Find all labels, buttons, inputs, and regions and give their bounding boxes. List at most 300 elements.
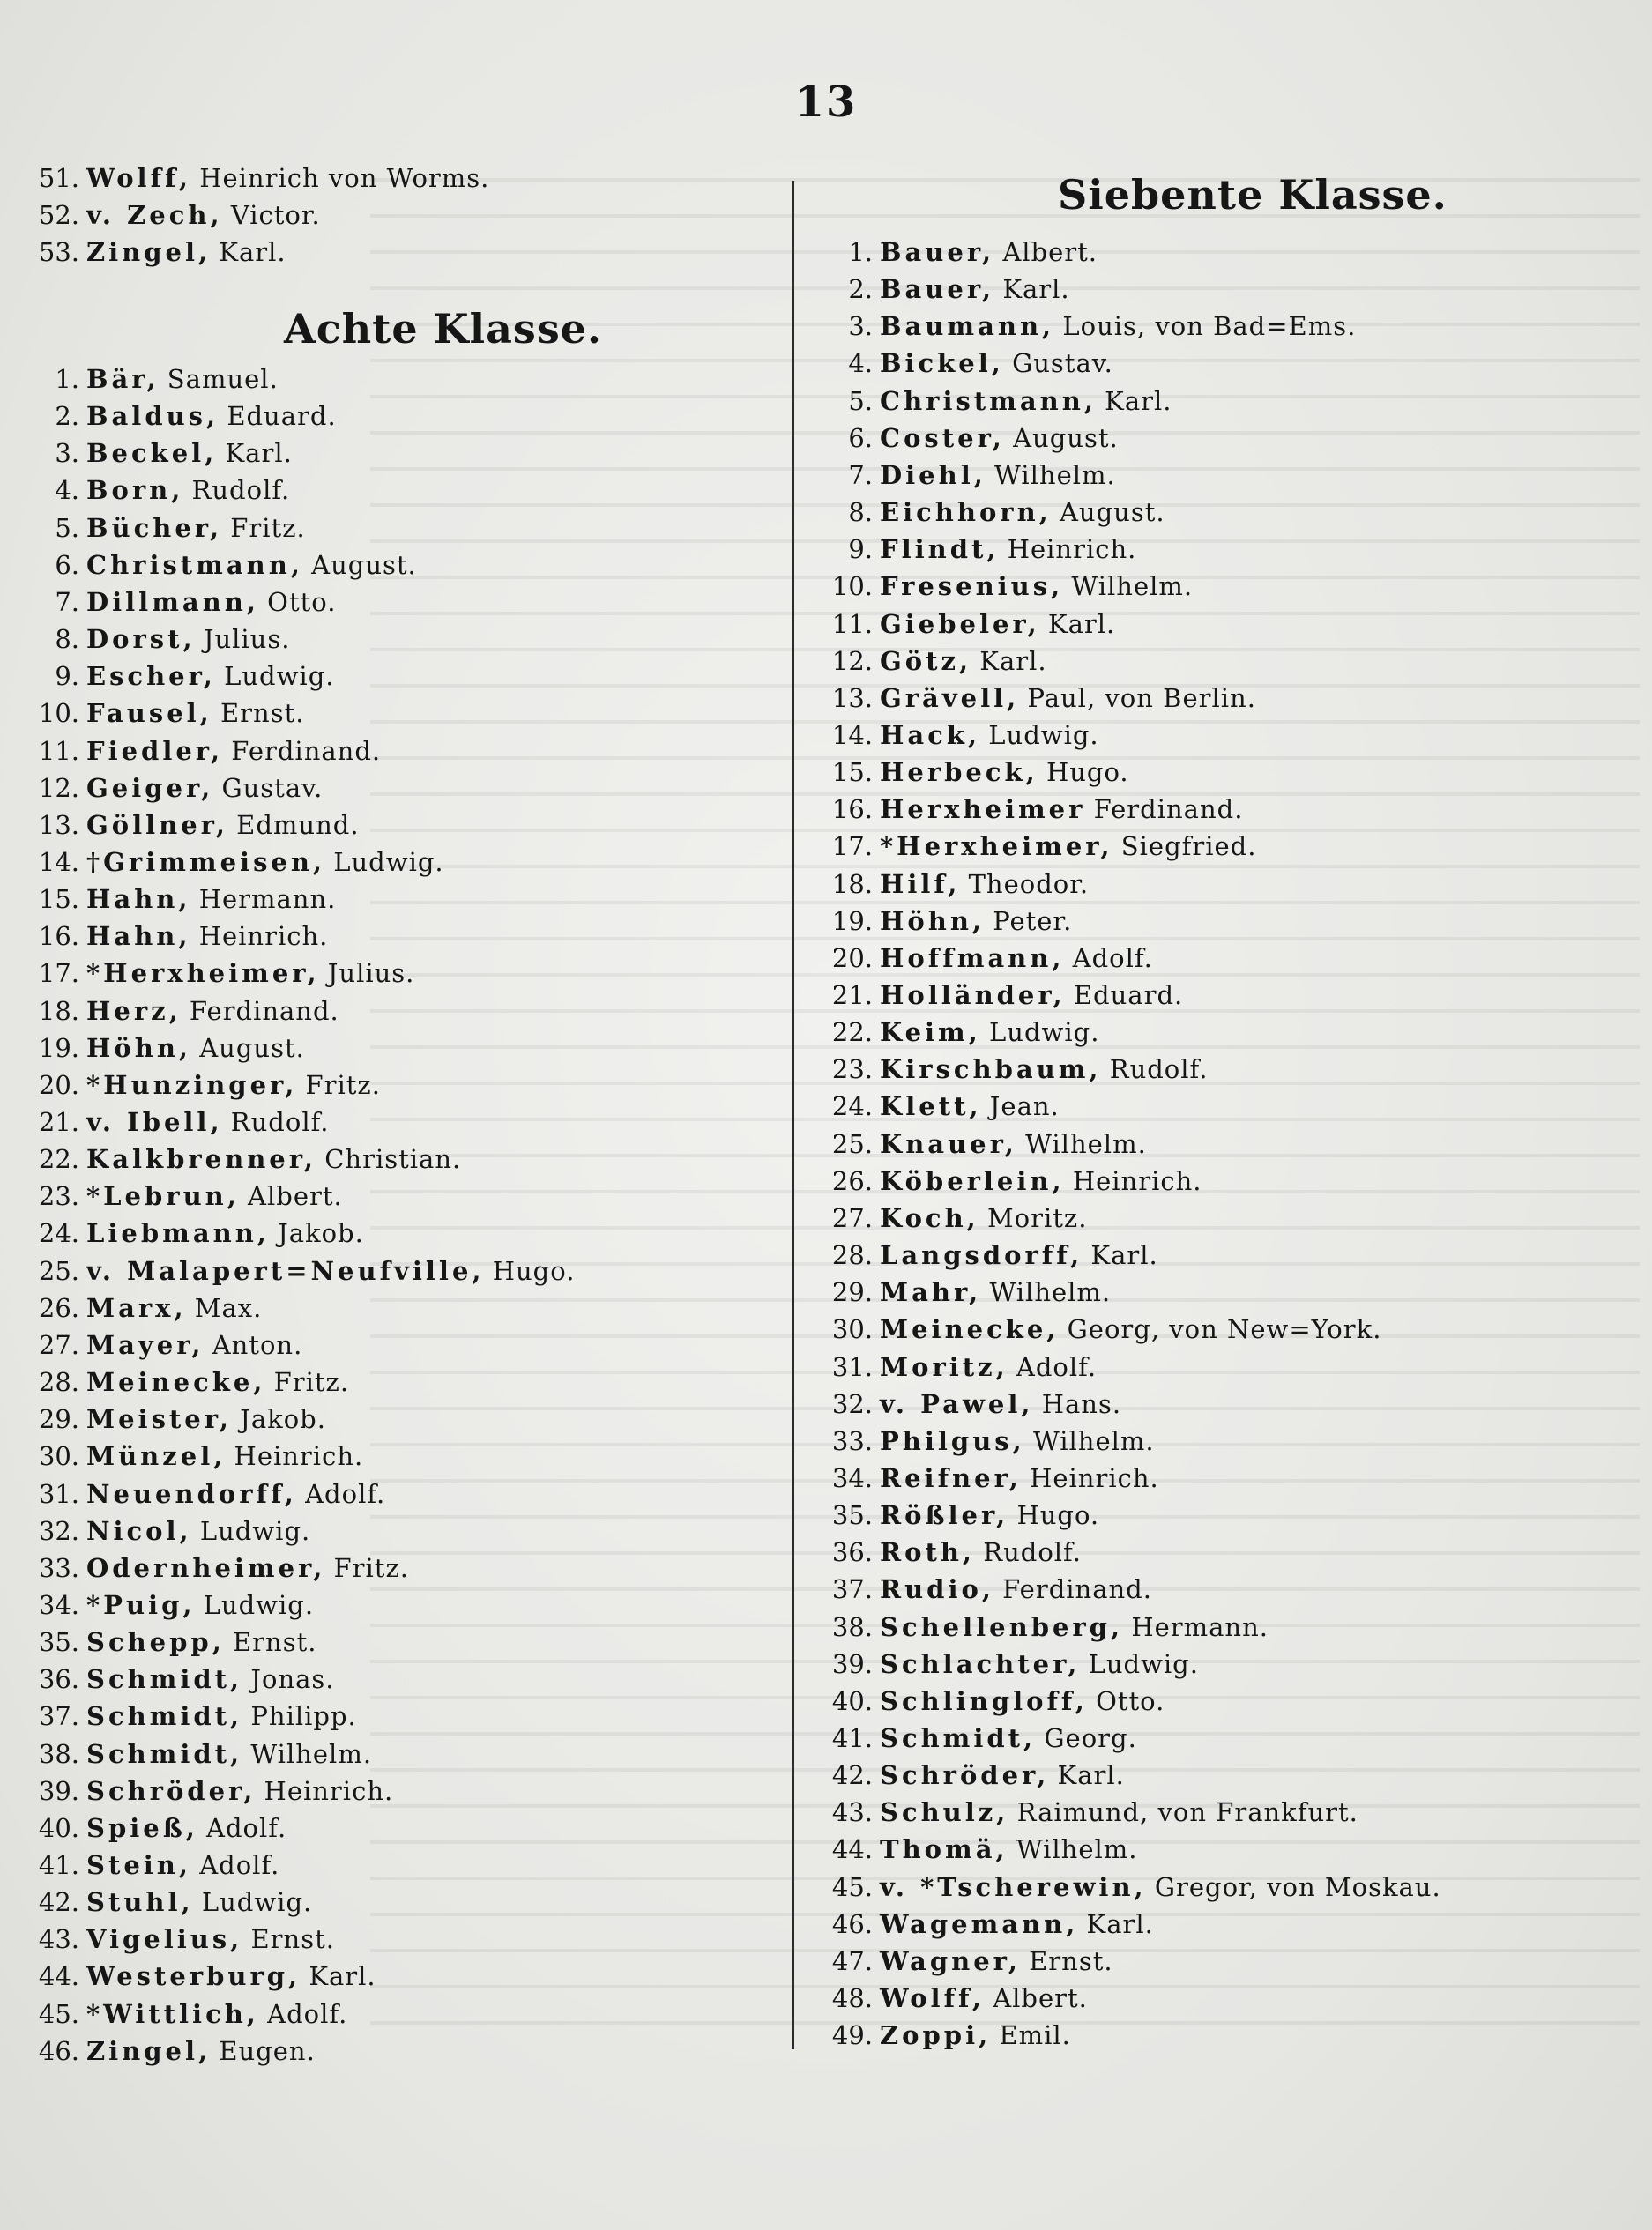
entry-number: 38. xyxy=(831,1611,873,1642)
entry-surname: Schepp, xyxy=(86,1627,225,1658)
siebente-klasse-heading: Siebente Klasse. xyxy=(1058,171,1447,219)
list-item xyxy=(0,1104,330,1140)
entry-surname: v. Pawel, xyxy=(880,1388,1034,1419)
entry-given-name: Karl. xyxy=(979,645,1047,676)
entry-number: 19. xyxy=(38,1032,79,1063)
entry-surname: Dillmann, xyxy=(86,586,259,617)
list-item xyxy=(811,1312,1381,1347)
entry-given-name: Christian. xyxy=(324,1144,462,1175)
list-item xyxy=(811,1684,1165,1719)
entry-given-name: Max. xyxy=(194,1292,263,1323)
entry-given-name: Karl. xyxy=(219,237,286,267)
entry-number: 16. xyxy=(38,921,79,952)
entry-number: 41. xyxy=(38,1850,79,1880)
entry-given-name: Theodor. xyxy=(968,868,1090,899)
entry-number: 2. xyxy=(848,274,873,305)
entry-surname: Westerburg, xyxy=(86,1961,301,1992)
entry-given-name: Adolf. xyxy=(1016,1351,1098,1382)
list-item xyxy=(0,918,328,954)
list-item xyxy=(0,807,360,843)
entry-given-name: Adolf. xyxy=(305,1478,386,1509)
entry-number: 51. xyxy=(38,163,79,193)
entry-number: 8. xyxy=(55,624,79,655)
list-item xyxy=(811,1498,1099,1533)
entry-number: 46. xyxy=(38,2035,79,2066)
entry-number: 10. xyxy=(831,571,873,602)
entry-surname: Fausel, xyxy=(86,698,212,729)
entry-surname: Wolff, xyxy=(880,1983,985,2014)
entry-surname: Meinecke, xyxy=(880,1314,1060,1345)
entry-number: 36. xyxy=(831,1537,873,1568)
list-item xyxy=(811,1052,1208,1087)
entry-given-name: Gustav. xyxy=(221,772,324,803)
entry-surname: Langsdorff, xyxy=(880,1240,1083,1271)
list-item xyxy=(0,1067,381,1103)
list-item xyxy=(0,695,304,731)
entry-given-name: Julius. xyxy=(203,624,291,655)
entry-number: 2. xyxy=(55,401,79,432)
list-item xyxy=(811,420,1119,456)
list-item xyxy=(0,770,323,806)
entry-given-name: Fritz. xyxy=(273,1367,350,1398)
entry-number: 15. xyxy=(38,884,79,915)
entry-number: 17. xyxy=(38,958,79,989)
entry-surname: Reifner, xyxy=(880,1462,1022,1493)
entry-given-name: Hugo. xyxy=(1016,1500,1100,1531)
entry-given-name: Eugen. xyxy=(219,2035,316,2066)
list-item xyxy=(811,1423,1155,1459)
list-item xyxy=(811,457,1116,493)
entry-surname: Rudio, xyxy=(880,1574,994,1605)
entry-given-name: Wilhelm. xyxy=(1071,571,1194,602)
list-item xyxy=(0,160,489,196)
entry-surname: Baldus, xyxy=(86,401,220,432)
entry-number: 42. xyxy=(831,1760,873,1791)
entry-number: 52. xyxy=(38,200,79,230)
entry-surname: Herz, xyxy=(86,995,182,1026)
entry-number: 34. xyxy=(38,1589,79,1620)
list-item xyxy=(811,1981,1088,2016)
list-item xyxy=(811,1795,1358,1830)
entry-given-name: Adolf. xyxy=(206,1812,287,1843)
entry-surname: Liebmann, xyxy=(86,1218,270,1249)
entry-given-name: Moritz. xyxy=(986,1202,1088,1233)
entry-surname: *Wittlich, xyxy=(86,1998,259,2029)
entry-given-name: Wilhelm. xyxy=(1025,1128,1147,1159)
entry-given-name: Rudolf. xyxy=(230,1107,330,1137)
entry-number: 11. xyxy=(38,735,79,766)
entry-number: 5. xyxy=(848,385,873,416)
entry-given-name: Eduard. xyxy=(227,401,337,432)
entry-given-name: Fritz. xyxy=(333,1552,409,1583)
list-item xyxy=(811,1572,1152,1607)
entry-given-name: Wilhelm. xyxy=(250,1738,373,1769)
entry-surname: Wagemann, xyxy=(880,1908,1079,1939)
entry-number: 1. xyxy=(848,237,873,267)
list-item xyxy=(811,569,1193,604)
entry-given-name: Hugo. xyxy=(1046,757,1129,788)
entry-number: 27. xyxy=(38,1329,79,1360)
list-item xyxy=(0,2033,316,2069)
list-item xyxy=(0,1661,335,1697)
entry-surname: Schellenberg, xyxy=(880,1611,1124,1642)
entry-number: 12. xyxy=(831,645,873,676)
entry-surname: Odernheimer, xyxy=(86,1552,326,1583)
entry-given-name: Gregor, von Moskau. xyxy=(1154,1871,1441,1902)
entry-surname: Coster, xyxy=(880,422,1005,453)
entry-number: 23. xyxy=(38,1181,79,1212)
entry-given-name: Albert. xyxy=(1002,237,1098,267)
entry-given-name: Fritz. xyxy=(230,512,306,543)
entry-given-name: Hugo. xyxy=(492,1255,576,1286)
entry-given-name: Hermann. xyxy=(198,884,337,915)
list-item xyxy=(811,346,1113,381)
entry-number: 5. xyxy=(55,512,79,543)
entry-number: 47. xyxy=(831,1945,873,1976)
list-item xyxy=(811,1721,1137,1756)
list-item xyxy=(0,1253,575,1289)
entry-given-name: Ernst. xyxy=(233,1627,317,1658)
entry-surname: Kalkbrenner, xyxy=(86,1144,316,1175)
list-item xyxy=(0,1624,316,1660)
list-item xyxy=(0,510,306,546)
list-item xyxy=(0,547,417,583)
entry-number: 44. xyxy=(831,1834,873,1865)
list-item xyxy=(811,1200,1087,1236)
entry-number: 20. xyxy=(831,942,873,973)
entry-surname: Mayer, xyxy=(86,1329,205,1360)
entry-given-name: Jonas. xyxy=(250,1664,335,1695)
list-item xyxy=(0,1550,409,1586)
entry-surname: Schulz, xyxy=(880,1797,1009,1828)
entry-surname: Thomä, xyxy=(880,1834,1008,1865)
entry-given-name: Edmund. xyxy=(236,809,360,840)
list-item xyxy=(811,234,1098,270)
list-item xyxy=(0,584,336,620)
list-item xyxy=(811,308,1356,344)
entry-given-name: Philipp. xyxy=(250,1701,357,1732)
entry-number: 7. xyxy=(848,459,873,490)
entry-given-name: Samuel. xyxy=(167,364,279,394)
list-item xyxy=(811,1758,1125,1793)
list-item xyxy=(811,977,1183,1013)
entry-surname: Neuendorff, xyxy=(86,1478,297,1509)
entry-given-name: Raimund, von Frankfurt. xyxy=(1016,1797,1358,1828)
list-item xyxy=(811,2018,1071,2053)
entry-given-name: Karl. xyxy=(225,438,293,469)
entry-given-name: Jakob. xyxy=(240,1404,326,1435)
list-item xyxy=(0,398,337,434)
entry-given-name: Wilhelm. xyxy=(1032,1425,1155,1456)
entry-given-name: Karl. xyxy=(1086,1908,1154,1939)
entry-surname: Hahn, xyxy=(86,884,191,915)
entry-surname: *Herxheimer, xyxy=(86,958,320,989)
list-item xyxy=(0,1141,461,1177)
entry-number: 31. xyxy=(38,1478,79,1509)
entry-surname: Schmidt, xyxy=(86,1701,243,1732)
list-item xyxy=(811,866,1089,902)
entry-given-name: Albert. xyxy=(993,1983,1088,2014)
entry-number: 16. xyxy=(831,794,873,825)
entry-surname: Schmidt, xyxy=(86,1664,243,1695)
entry-number: 11. xyxy=(831,608,873,639)
list-item xyxy=(0,1364,349,1400)
entry-surname: Herbeck, xyxy=(880,757,1038,788)
entry-given-name: Hermann. xyxy=(1131,1611,1269,1642)
entry-number: 30. xyxy=(38,1441,79,1472)
entry-surname: Roth, xyxy=(880,1537,976,1568)
entry-given-name: Victor. xyxy=(230,200,321,230)
entry-surname: Meinecke, xyxy=(86,1367,266,1398)
entry-number: 26. xyxy=(38,1292,79,1323)
entry-number: 9. xyxy=(848,534,873,565)
list-item xyxy=(811,494,1165,530)
list-item xyxy=(811,1349,1097,1385)
list-item xyxy=(811,792,1243,827)
list-item xyxy=(0,993,339,1029)
entry-surname: Wolff, xyxy=(86,163,191,193)
entry-number: 25. xyxy=(831,1128,873,1159)
list-item xyxy=(0,1996,347,2032)
list-item xyxy=(0,435,293,471)
list-item xyxy=(811,1535,1082,1570)
entry-given-name: Adolf. xyxy=(267,1998,348,2029)
list-item xyxy=(0,361,279,397)
entry-number: 29. xyxy=(831,1277,873,1308)
entry-surname: Bücher, xyxy=(86,512,223,543)
entry-given-name: Karl. xyxy=(1002,274,1070,305)
list-item xyxy=(0,1736,372,1772)
entry-surname: Schmidt, xyxy=(86,1738,243,1769)
entry-surname: Höhn, xyxy=(86,1032,192,1063)
entry-surname: Holländer, xyxy=(880,980,1066,1010)
entry-number: 25. xyxy=(38,1255,79,1286)
entry-number: 34. xyxy=(831,1462,873,1493)
entry-surname: Fiedler, xyxy=(86,735,224,766)
list-item xyxy=(0,1922,335,1957)
list-item xyxy=(811,754,1129,790)
entry-surname: Flindt, xyxy=(880,534,1000,565)
entry-number: 21. xyxy=(831,980,873,1010)
entry-given-name: Wilhelm. xyxy=(989,1277,1112,1308)
entry-surname: Eichhorn, xyxy=(880,497,1052,528)
list-item xyxy=(811,680,1256,716)
achte-klasse-heading: Achte Klasse. xyxy=(284,305,603,353)
entry-given-name: Eduard. xyxy=(1073,980,1184,1010)
entry-given-name: Ludwig. xyxy=(203,1589,315,1620)
entry-surname: Hoffmann, xyxy=(880,942,1065,973)
entry-surname: *Puig, xyxy=(86,1589,196,1620)
list-item xyxy=(811,1944,1113,1979)
entry-given-name: August. xyxy=(311,549,417,580)
entry-given-name: Rudolf. xyxy=(983,1537,1082,1568)
entry-given-name: Jakob. xyxy=(278,1218,364,1249)
list-item xyxy=(0,1327,302,1363)
entry-given-name: Fritz. xyxy=(305,1069,381,1100)
entry-surname: Herxheimer xyxy=(880,794,1086,825)
entry-surname: Kirschbaum, xyxy=(880,1054,1102,1085)
entry-number: 31. xyxy=(831,1351,873,1382)
entry-given-name: Ludwig. xyxy=(224,661,335,692)
entry-number: 17. xyxy=(831,831,873,862)
list-item xyxy=(0,1290,262,1326)
entry-given-name: Heinrich. xyxy=(1072,1165,1202,1196)
entry-number: 3. xyxy=(55,438,79,469)
entry-number: 37. xyxy=(38,1701,79,1732)
list-item xyxy=(0,197,321,233)
entry-surname: Vigelius, xyxy=(86,1924,243,1955)
entry-number: 9. xyxy=(55,661,79,692)
list-item xyxy=(811,829,1256,864)
list-item xyxy=(0,472,290,508)
entry-number: 49. xyxy=(831,2020,873,2051)
entry-number: 22. xyxy=(38,1144,79,1175)
list-item xyxy=(0,1959,376,1994)
entry-surname: Nicol, xyxy=(86,1515,192,1546)
entry-surname: Born, xyxy=(86,475,184,506)
entry-surname: Köberlein, xyxy=(880,1165,1065,1196)
entry-surname: Koch, xyxy=(880,1202,979,1233)
entry-number: 6. xyxy=(848,422,873,453)
entry-given-name: Gustav. xyxy=(1012,348,1113,379)
entry-given-name: Adolf. xyxy=(1072,942,1153,973)
entry-surname: *Herxheimer, xyxy=(880,831,1113,862)
entry-number: 36. xyxy=(38,1664,79,1695)
entry-given-name: Wilhelm. xyxy=(1016,1834,1138,1865)
entry-surname: Bär, xyxy=(86,364,160,394)
entry-number: 38. xyxy=(38,1738,79,1769)
entry-number: 28. xyxy=(38,1367,79,1398)
entry-given-name: Jean. xyxy=(989,1091,1060,1122)
entry-given-name: Ferdinand. xyxy=(189,995,339,1026)
list-item xyxy=(811,1869,1441,1905)
list-item xyxy=(811,531,1136,567)
list-item xyxy=(811,606,1115,642)
entry-number: 12. xyxy=(38,772,79,803)
list-item xyxy=(0,621,290,657)
entry-given-name: Heinrich von Worms. xyxy=(199,163,490,193)
entry-surname: †Grimmeisen, xyxy=(86,846,326,877)
list-item xyxy=(0,1847,279,1883)
entry-surname: v. *Tscherewin, xyxy=(880,1871,1147,1902)
entry-given-name: Albert. xyxy=(248,1181,343,1212)
entry-given-name: Ludwig. xyxy=(199,1515,311,1546)
entry-surname: Göllner, xyxy=(86,809,228,840)
entry-number: 18. xyxy=(831,868,873,899)
entry-number: 33. xyxy=(831,1425,873,1456)
entry-surname: Philgus, xyxy=(880,1425,1025,1456)
list-item xyxy=(0,1587,314,1623)
entry-surname: Knauer, xyxy=(880,1128,1017,1159)
entry-surname: Wagner, xyxy=(880,1945,1021,1976)
list-item xyxy=(811,1461,1159,1496)
entry-surname: Stuhl, xyxy=(86,1887,194,1918)
list-item xyxy=(811,940,1153,976)
entry-surname: Schröder, xyxy=(86,1775,257,1806)
entry-surname: Mahr, xyxy=(880,1277,982,1308)
entry-surname: Beckel, xyxy=(86,438,218,469)
list-item xyxy=(0,1773,393,1809)
entry-surname: Zingel, xyxy=(86,237,212,267)
entry-given-name: Ludwig. xyxy=(201,1887,313,1918)
list-item xyxy=(811,1832,1138,1867)
entry-number: 35. xyxy=(38,1627,79,1658)
entry-number: 13. xyxy=(831,682,873,713)
entry-surname: Keim, xyxy=(880,1017,981,1048)
list-item xyxy=(811,1386,1121,1422)
entry-number: 30. xyxy=(831,1314,873,1345)
entry-surname: Bauer, xyxy=(880,237,995,267)
entry-number: 24. xyxy=(831,1091,873,1122)
entry-surname: Geiger, xyxy=(86,772,214,803)
entry-surname: Schlingloff, xyxy=(880,1685,1088,1716)
entry-surname: Spieß, xyxy=(86,1812,198,1843)
entry-number: 20. xyxy=(38,1069,79,1100)
entry-number: 4. xyxy=(55,475,79,506)
entry-number: 43. xyxy=(38,1924,79,1955)
entry-given-name: Rudolf. xyxy=(1109,1054,1209,1085)
entry-given-name: Ferdinand. xyxy=(1093,794,1244,825)
entry-given-name: Heinrich. xyxy=(198,921,329,952)
entry-number: 28. xyxy=(831,1240,873,1271)
entry-given-name: August. xyxy=(199,1032,305,1063)
entry-given-name: Heinrich. xyxy=(264,1775,394,1806)
entry-number: 40. xyxy=(831,1685,873,1716)
list-item xyxy=(0,1810,286,1846)
entry-given-name: Rudolf. xyxy=(191,475,291,506)
entry-surname: Zoppi, xyxy=(880,2020,992,2051)
entry-given-name: Karl. xyxy=(1047,608,1116,639)
entry-number: 18. xyxy=(38,995,79,1026)
entry-surname: Fresenius, xyxy=(880,571,1064,602)
entry-number: 21. xyxy=(38,1107,79,1137)
entry-given-name: Georg. xyxy=(1044,1723,1137,1753)
entry-given-name: Ernst. xyxy=(1029,1945,1113,1976)
list-item xyxy=(811,1089,1060,1124)
entry-number: 48. xyxy=(831,1983,873,2014)
entry-given-name: Karl. xyxy=(1105,385,1172,416)
list-item xyxy=(811,271,1070,307)
entry-given-name: August. xyxy=(1013,422,1119,453)
entry-surname: Christmann, xyxy=(880,385,1097,416)
entry-number: 3. xyxy=(848,311,873,342)
entry-surname: Escher, xyxy=(86,661,216,692)
entry-given-name: Karl. xyxy=(1090,1240,1158,1271)
entry-given-name: Siegfried. xyxy=(1120,831,1257,862)
entry-number: 10. xyxy=(38,698,79,729)
entry-given-name: Adolf. xyxy=(199,1850,280,1880)
list-item xyxy=(0,733,381,769)
entry-surname: Meister, xyxy=(86,1404,233,1435)
entry-given-name: Ferdinand. xyxy=(1002,1574,1152,1605)
entry-surname: Schröder, xyxy=(880,1760,1050,1791)
entry-number: 6. xyxy=(55,549,79,580)
list-item xyxy=(811,1238,1158,1273)
entry-given-name: Julius. xyxy=(327,958,415,989)
entry-number: 23. xyxy=(831,1054,873,1085)
list-item xyxy=(811,1126,1147,1162)
entry-given-name: Anton. xyxy=(212,1329,303,1360)
entry-given-name: Ludwig. xyxy=(989,1017,1100,1048)
entry-number: 1. xyxy=(55,364,79,394)
entry-number: 26. xyxy=(831,1165,873,1196)
entry-number: 8. xyxy=(848,497,873,528)
entry-given-name: Otto. xyxy=(267,586,337,617)
list-item xyxy=(0,955,414,991)
list-item xyxy=(0,234,286,270)
entry-given-name: Karl. xyxy=(309,1961,376,1992)
entry-surname: Hahn, xyxy=(86,921,191,952)
